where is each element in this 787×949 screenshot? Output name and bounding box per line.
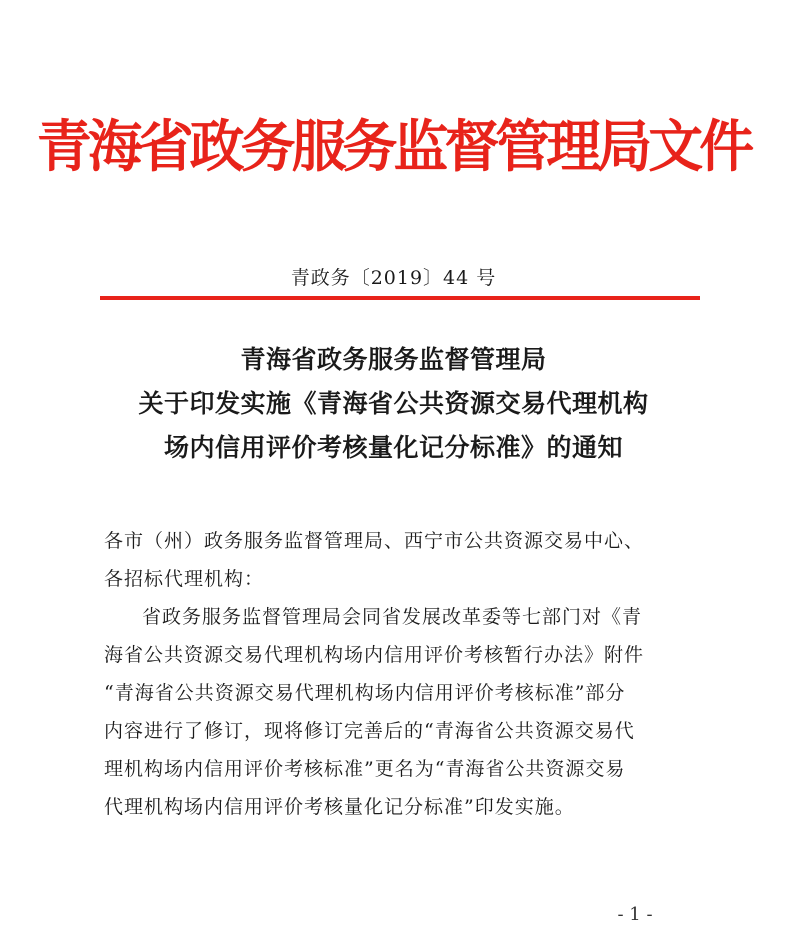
title-line-3: 场内信用评价考核量化记分标准》的通知 <box>163 433 623 462</box>
addressee-line-1: 各市（州）政务服务监督管理局、西宁市公共资源交易中心、 <box>104 530 645 552</box>
body-text <box>104 522 704 826</box>
paragraph-line-6: 代理机构场内信用评价考核量化记分标准”印发实施。 <box>104 796 575 818</box>
title-line-2: 关于印发实施《青海省公共资源交易代理机构 <box>138 389 649 418</box>
document-number: 青政务〔2019〕44 号 <box>290 267 497 289</box>
notice-title <box>60 338 727 470</box>
title-line-1: 青海省政务服务监督管理局 <box>240 345 547 374</box>
paragraph-line-5: 理机构场内信用评价考核标准”更名为“青海省公共资源交易 <box>104 758 626 780</box>
red-header-title: 青海省政务服务监督管理局文件 <box>36 115 751 180</box>
red-divider-line <box>100 296 700 300</box>
paragraph-line-1: 省政务服务监督管理局会同省发展改革委等七部门对《青 <box>142 606 643 628</box>
addressee-line-2: 各招标代理机构： <box>104 568 265 590</box>
paragraph-line-4: 内容进行了修订，现将修订完善后的“青海省公共资源交易代 <box>104 720 635 742</box>
paragraph-line-3: “青海省公共资源交易代理机构场内信用评价考核标准”部分 <box>104 682 626 704</box>
page-number: - 1 - <box>617 904 653 925</box>
paragraph-line-2: 海省公共资源交易代理机构场内信用评价考核暂行办法》附件 <box>104 644 645 666</box>
